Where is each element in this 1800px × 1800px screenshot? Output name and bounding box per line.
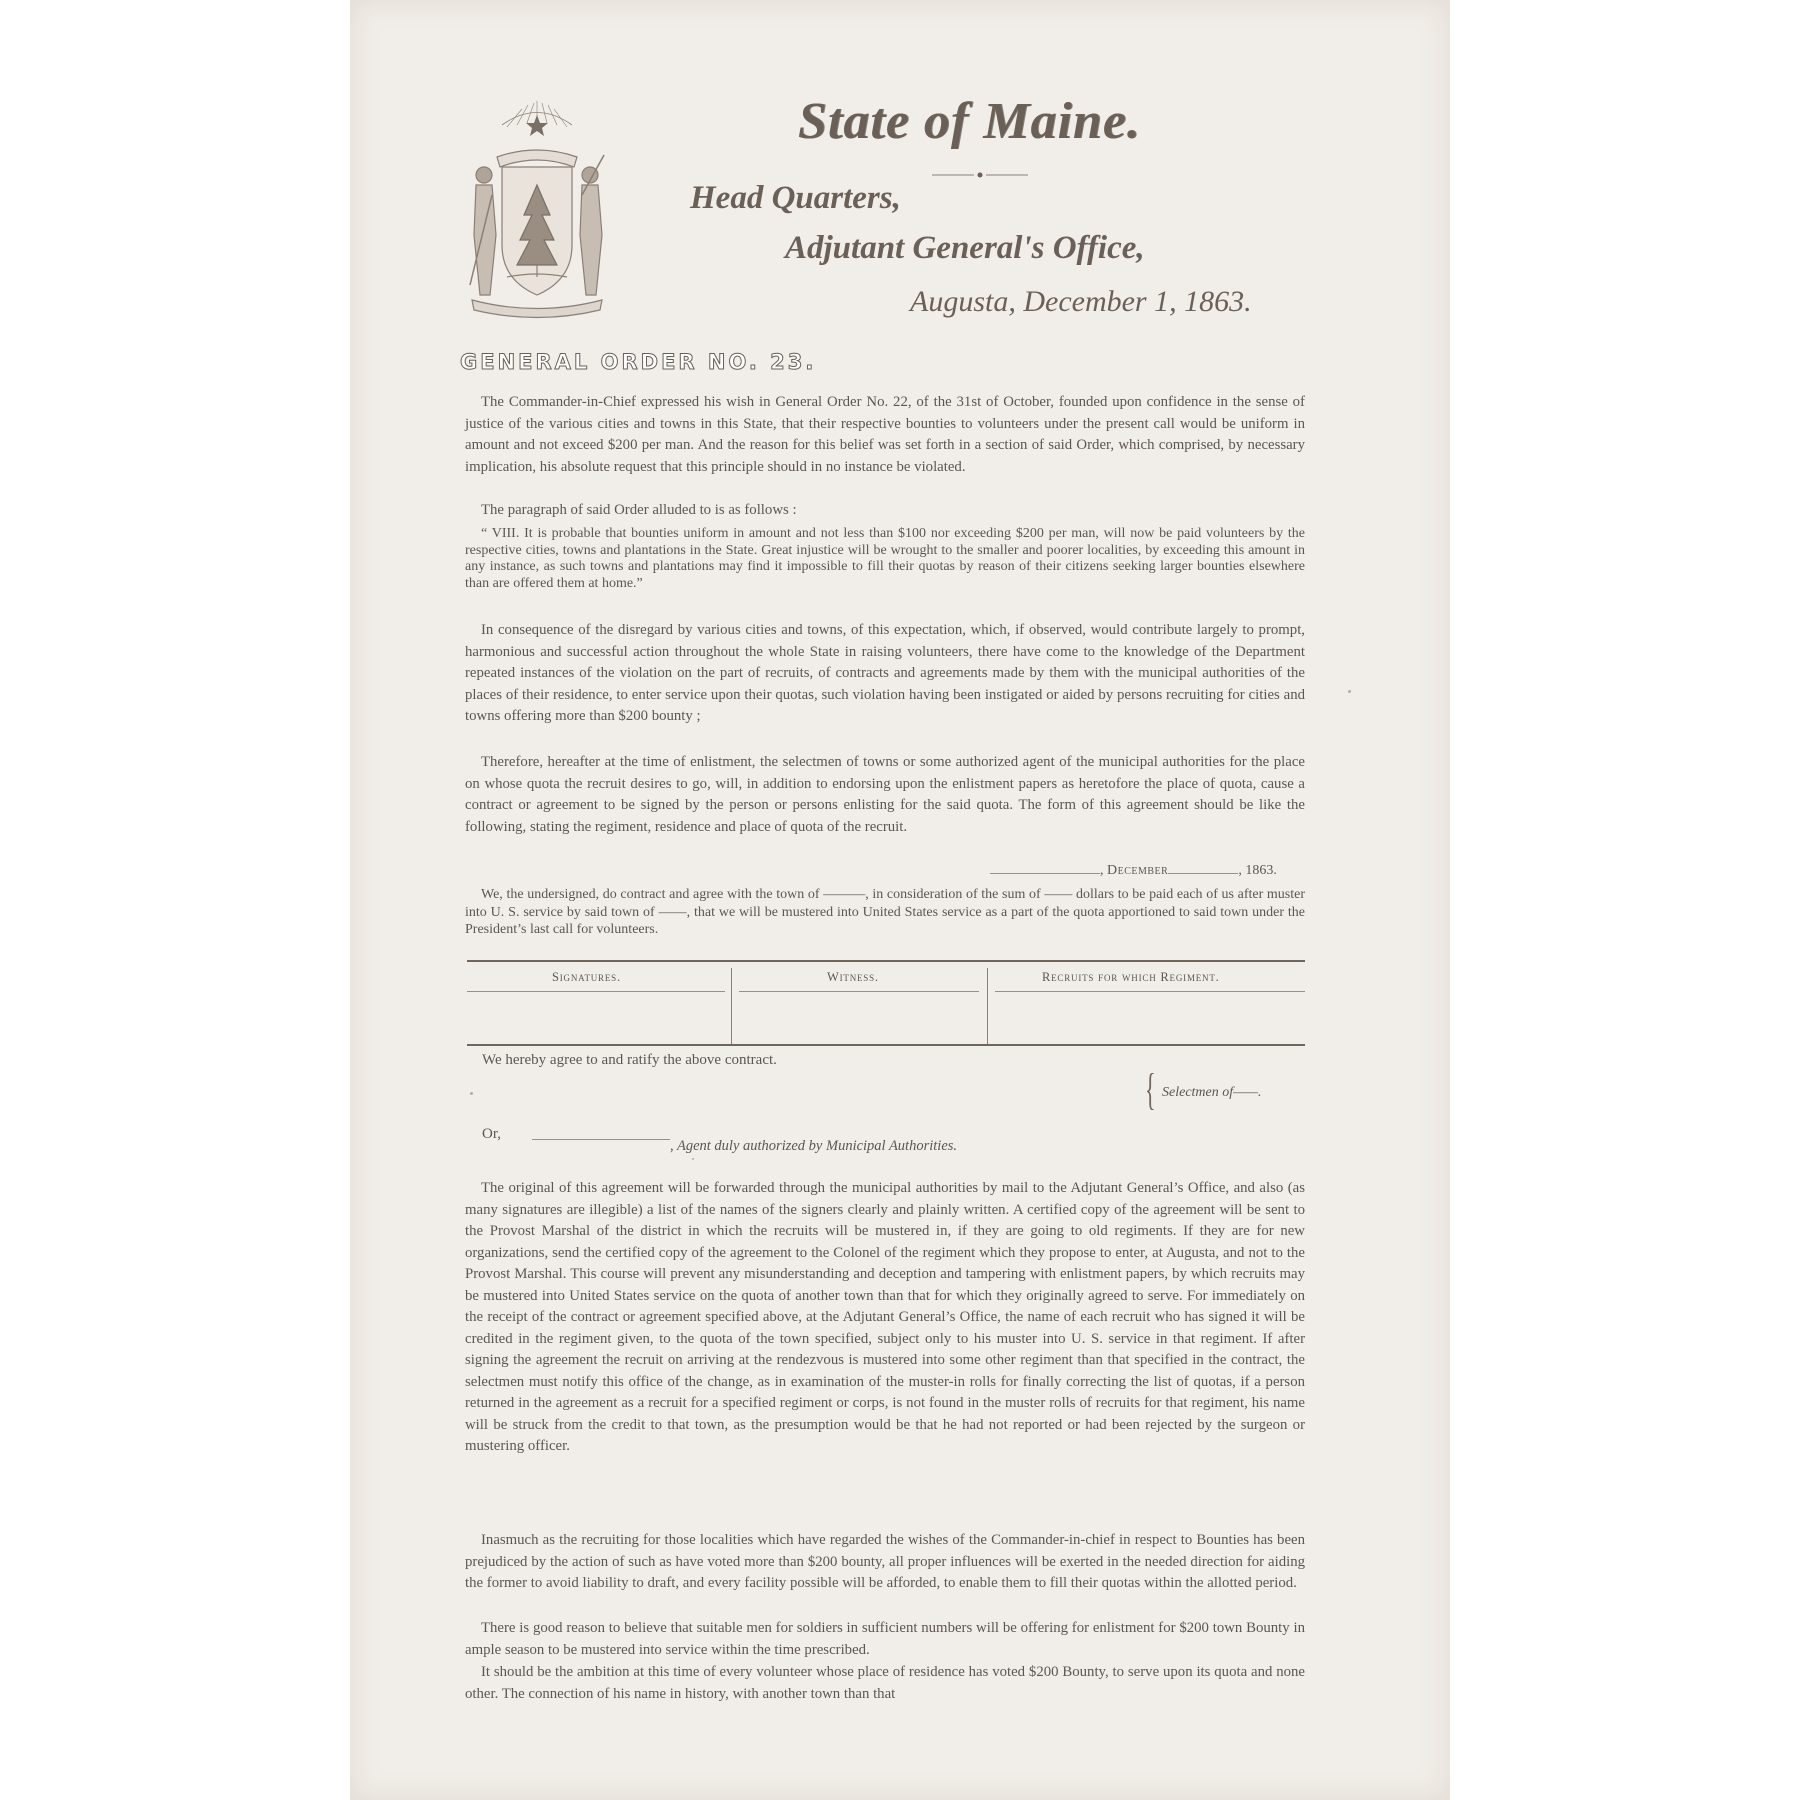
column-divider xyxy=(731,968,732,1044)
agent-label: , Agent duly authorized by Municipal Authorities. xyxy=(670,1138,958,1154)
order-title: GENERAL ORDER NO. 23. xyxy=(460,350,817,374)
column-regiment: Recruits for which Regiment. xyxy=(1042,970,1220,984)
document-title: State of Maine. xyxy=(798,93,1141,150)
column-divider xyxy=(987,968,988,1044)
blank-place xyxy=(990,873,1100,874)
paragraph-5: The original of this agreement will be forwarded through the municipal authorities by mail to the Adjutant General’s Office, and also (as many signatures are illegible) a list of the names of the signers clearly and plainly written. A certified copy of the agreement will be sent to the Provost Marshal of the district in which the recruits will be mustered in, if they are going to old regiments. If they are for new organizations, send the certified copy of the agreement to the Colonel of the regiment which they propose to enter, at Augusta, and not to the Provost Marshal. This course will prevent any misunderstanding and deception and tampering with enlistment papers, by which recruits may be mustered into United States service on the quota of another town than that for which they originally agreed to serve. For immediately on the receipt of the contract or agreement specified above, at the Adjutant General’s Office, the name of each recruit who has signed it will be credited in the regiment given, to the quota of the town specified, subject only to his muster into U. S. service in that regiment. If after signing the agreement the recruit on arriving at the rendezvous is mustered into some other regiment than that specified in the contract, the selectmen must notify this office of the change, as in examination of the muster-in rolls for finally correcting the list of quotas, if a person returned in the agreement as a recruit for a specified regiment or corps, is not found in the muster rolls of recruits for that regiment, his name will be struck from the credit to that town, as the presumption would be that he had not reported or had been rejected by the surgeon or mustering officer. xyxy=(465,1180,1305,1454)
or-label: Or, xyxy=(482,1126,501,1142)
brace-icon: { xyxy=(1145,1065,1156,1114)
paragraph-4: Therefore, hereafter at the time of enlistment, the selectmen of towns or some authorized agent of the municipal authorities for the place on whose quota the recruit desires to go, will, in addition to endorsing upon the enlistment papers as heretofore the place of quota, cause a contract or agreement to be signed by the person or persons enlisting for the said quota. The form of this agreement should be like the following, stating the regiment, residence and place of quota of the recruit. xyxy=(465,754,1305,835)
selectmen-label: Selectmen of——. xyxy=(1162,1085,1262,1100)
paragraph-1: The Commander-in-Chief expressed his wish in General Order No. 22, of the 31st of October, founded upon confidence in the sense of justice of the various cities and towns in this State, that their respective bounties to volunteers under the present call would be uniform in amount and not exceed $200 per man. And the reason for this belief was set forth in a section of said Order, which comprised, by necessary implication, his absolute request that this principle should in no instance be violated. xyxy=(465,394,1305,475)
state-seal-icon xyxy=(462,95,612,325)
header-rule xyxy=(467,991,725,992)
paper-fleck xyxy=(692,1158,694,1160)
paper-fleck xyxy=(1348,690,1351,693)
paragraph-7: There is good reason to believe that suitable men for soldiers in sufficient numbers will be offering for enlistment for $200 town Bounty in ample season to be mustered into service within the time prescribed. xyxy=(465,1620,1305,1658)
office-heading: Adjutant General's Office, xyxy=(785,230,1145,266)
agent-blank xyxy=(532,1139,670,1140)
contract-text: We, the undersigned, do contract and agree with the town of ———, in consideration of the sum of —— dollars to be paid each of us after muster into U. S. service by said town of ——, that we will be mustered into United States service as a part of the quota apportioned to said town under the President’s last call for volunteers. xyxy=(465,887,1305,937)
dateline: Augusta, December 1, 1863. xyxy=(910,285,1252,318)
paragraph-3: In consequence of the disregard by various cities and towns, of this expectation, which, if observed, would contribute largely to prompt, harmonious and successful action throughout the whole State in raising volunteers, there have come to the knowledge of the Department repeated instances of the violation on the part of recruits, of contracts and agreements made by them with the municipal authorities of the places of their residence, to enter service upon their quotas, such violation having been instigated or aided by persons recruiting for cities and towns offering more than $200 bounty ; xyxy=(465,622,1305,724)
contract-month: December xyxy=(1107,863,1169,878)
header-rule xyxy=(995,991,1305,992)
document-page xyxy=(350,0,1450,1800)
head-quarters-heading: Head Quarters, xyxy=(690,180,901,216)
contract-year: , 1863. xyxy=(1238,863,1277,878)
paragraph-2: The paragraph of said Order alluded to is as follows : xyxy=(481,502,797,518)
ornament-divider-icon xyxy=(930,170,1030,180)
contract-date-line: , December , 1863. xyxy=(990,863,1277,879)
column-signatures: Signatures. xyxy=(552,970,621,984)
paragraph-6: Inasmuch as the recruiting for those localities which have regarded the wishes of the Commander-in-chief in respect to Bounties has been prejudiced by the action of such as have voted more than $200 bounty, all proper influences will be exerted in the needed direction for aiding the former to avoid liability to draft, and every facility possible will be afforded, to enable them to fill their quotas within the allotted period. xyxy=(465,1532,1305,1591)
signature-table xyxy=(467,960,1305,1046)
paragraph-8: It should be the ambition at this time of every volunteer whose place of residence has voted $200 Bounty, to serve upon its quota and none other. The connection of his name in history, with another town than that xyxy=(465,1664,1305,1702)
header-rule xyxy=(739,991,979,992)
column-witness: Witness. xyxy=(827,970,879,984)
paper-fleck xyxy=(470,1092,473,1095)
blank-day xyxy=(1168,873,1238,874)
quoted-section-viii: “ VIII. It is probable that bounties uniform in amount and not less than $100 nor exceeding $200 per man, will now be paid volunteers by the respective cities, towns and plantations in the State. Great injustice will be wrought to the smaller and poorer localities, by exceeding this amount in any instance, as such towns and plantations may find it impossible to fill their quotas by reason of their citizens seeking larger bounties elsewhere than are offered them at home.” xyxy=(465,526,1305,591)
ratification-text: We hereby agree to and ratify the above contract. xyxy=(482,1052,777,1068)
